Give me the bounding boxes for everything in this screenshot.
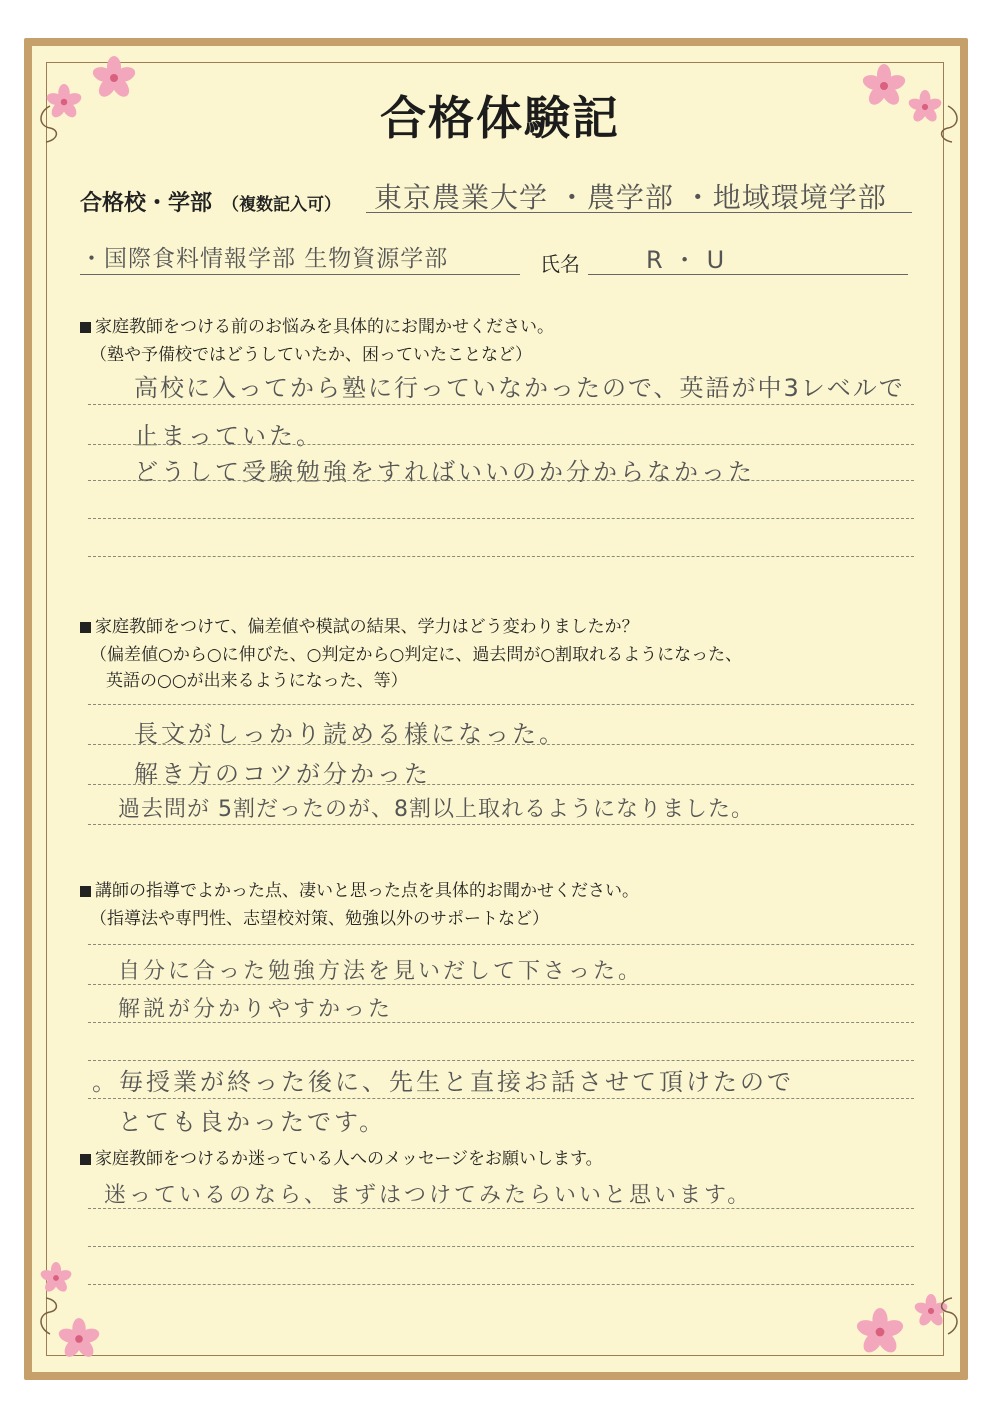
q2-subheading-1: （偏差値○から○に伸びた、○判定から○判定に、過去問が○割取れるようになった、: [90, 645, 743, 665]
q2-subheading-2: 英語の○○が出来るようになった、等）: [106, 671, 408, 691]
q3-answer-1: 自分に合った勉強方法を見いだして下さった。: [118, 959, 644, 984]
q4-heading: [80, 1144, 603, 1169]
q2-answer-3: 過去問が 5割だったのが、8割以上取れるようになりました。: [118, 797, 754, 822]
q3-subheading: （指導法や専門性、志望校対策、勉強以外のサポートなど）: [90, 909, 549, 929]
q2-answer-1: 長文がしっかり読める様になった。: [134, 720, 566, 748]
answer-line: [88, 944, 914, 945]
flourish-icon: [36, 1296, 64, 1336]
answer-line: [88, 784, 914, 785]
name-label: 氏名: [540, 252, 580, 276]
answer-line: [88, 984, 914, 985]
name-value: R・U: [646, 246, 735, 274]
school-underline-1: [366, 212, 912, 213]
answer-line: [88, 1060, 914, 1061]
q3-answer-3: 。毎授業が終った後に、先生と直接お話させて頂けたので: [92, 1068, 794, 1096]
sakura-flower-icon: [856, 1308, 904, 1356]
answer-line: [88, 704, 914, 705]
q2-answer-2: 解き方のコツが分かった: [134, 760, 431, 788]
q1-answer-1: 高校に入ってから塾に行っていなかったので、英語が中3レベルで: [134, 374, 905, 402]
name-underline: [588, 274, 908, 275]
school-value-line1: 東京農業大学 ・農学部 ・地域環境学部: [374, 181, 887, 214]
answer-line: [88, 1098, 914, 1099]
q3-heading-text: 講師の指導でよかった点、凄いと思った点を具体的お聞かせください。: [95, 881, 639, 901]
answer-line: [88, 824, 914, 825]
answer-line: [88, 480, 914, 481]
school-underline-2: [80, 274, 520, 275]
answer-line: [88, 1284, 914, 1285]
answer-line: [88, 1246, 914, 1247]
answer-line: [88, 744, 914, 745]
sakura-flower-icon: [58, 1318, 100, 1360]
q1-subheading: （塾や予備校ではどうしていたか、困っていたことなど）: [90, 345, 532, 365]
school-note: （複数記入可）: [222, 195, 341, 215]
school-label: 合格校・学部: [80, 191, 213, 216]
school-value-line2: ・国際食料情報学部 生物資源学部: [80, 246, 449, 272]
answer-line: [88, 518, 914, 519]
sakura-flower-icon: [40, 1262, 72, 1294]
flourish-icon: [934, 1296, 962, 1336]
q1-heading-text: 家庭教師をつける前のお悩みを具体的にお聞かせください。: [95, 317, 554, 337]
q4-answer-1: 迷っているのなら、まずはつけてみたらいいと思います。: [104, 1183, 753, 1208]
q3-answer-4: とても良かったです。: [118, 1108, 387, 1136]
q1-answer-2: 止まっていた。: [134, 422, 323, 450]
answer-line: [88, 1022, 914, 1023]
page-title: 合格体験記: [380, 91, 620, 145]
answer-line: [88, 1208, 914, 1209]
q3-heading: [80, 876, 639, 901]
q3-answer-2: 解説が分かりやすかった: [118, 997, 394, 1022]
answer-line: [88, 556, 914, 557]
answer-line: [88, 444, 914, 445]
q4-heading-text: 家庭教師をつけるか迷っている人へのメッセージをお願いします。: [95, 1149, 603, 1169]
answer-line: [88, 404, 914, 405]
q2-heading-text: 家庭教師をつけて、偏差値や模試の結果、学力はどう変わりましたか？: [95, 617, 639, 637]
q1-heading: [80, 312, 554, 337]
q1-answer-3: どうして受験勉強をすればいいのか分からなかった: [134, 458, 755, 486]
q2-heading: [80, 612, 639, 637]
